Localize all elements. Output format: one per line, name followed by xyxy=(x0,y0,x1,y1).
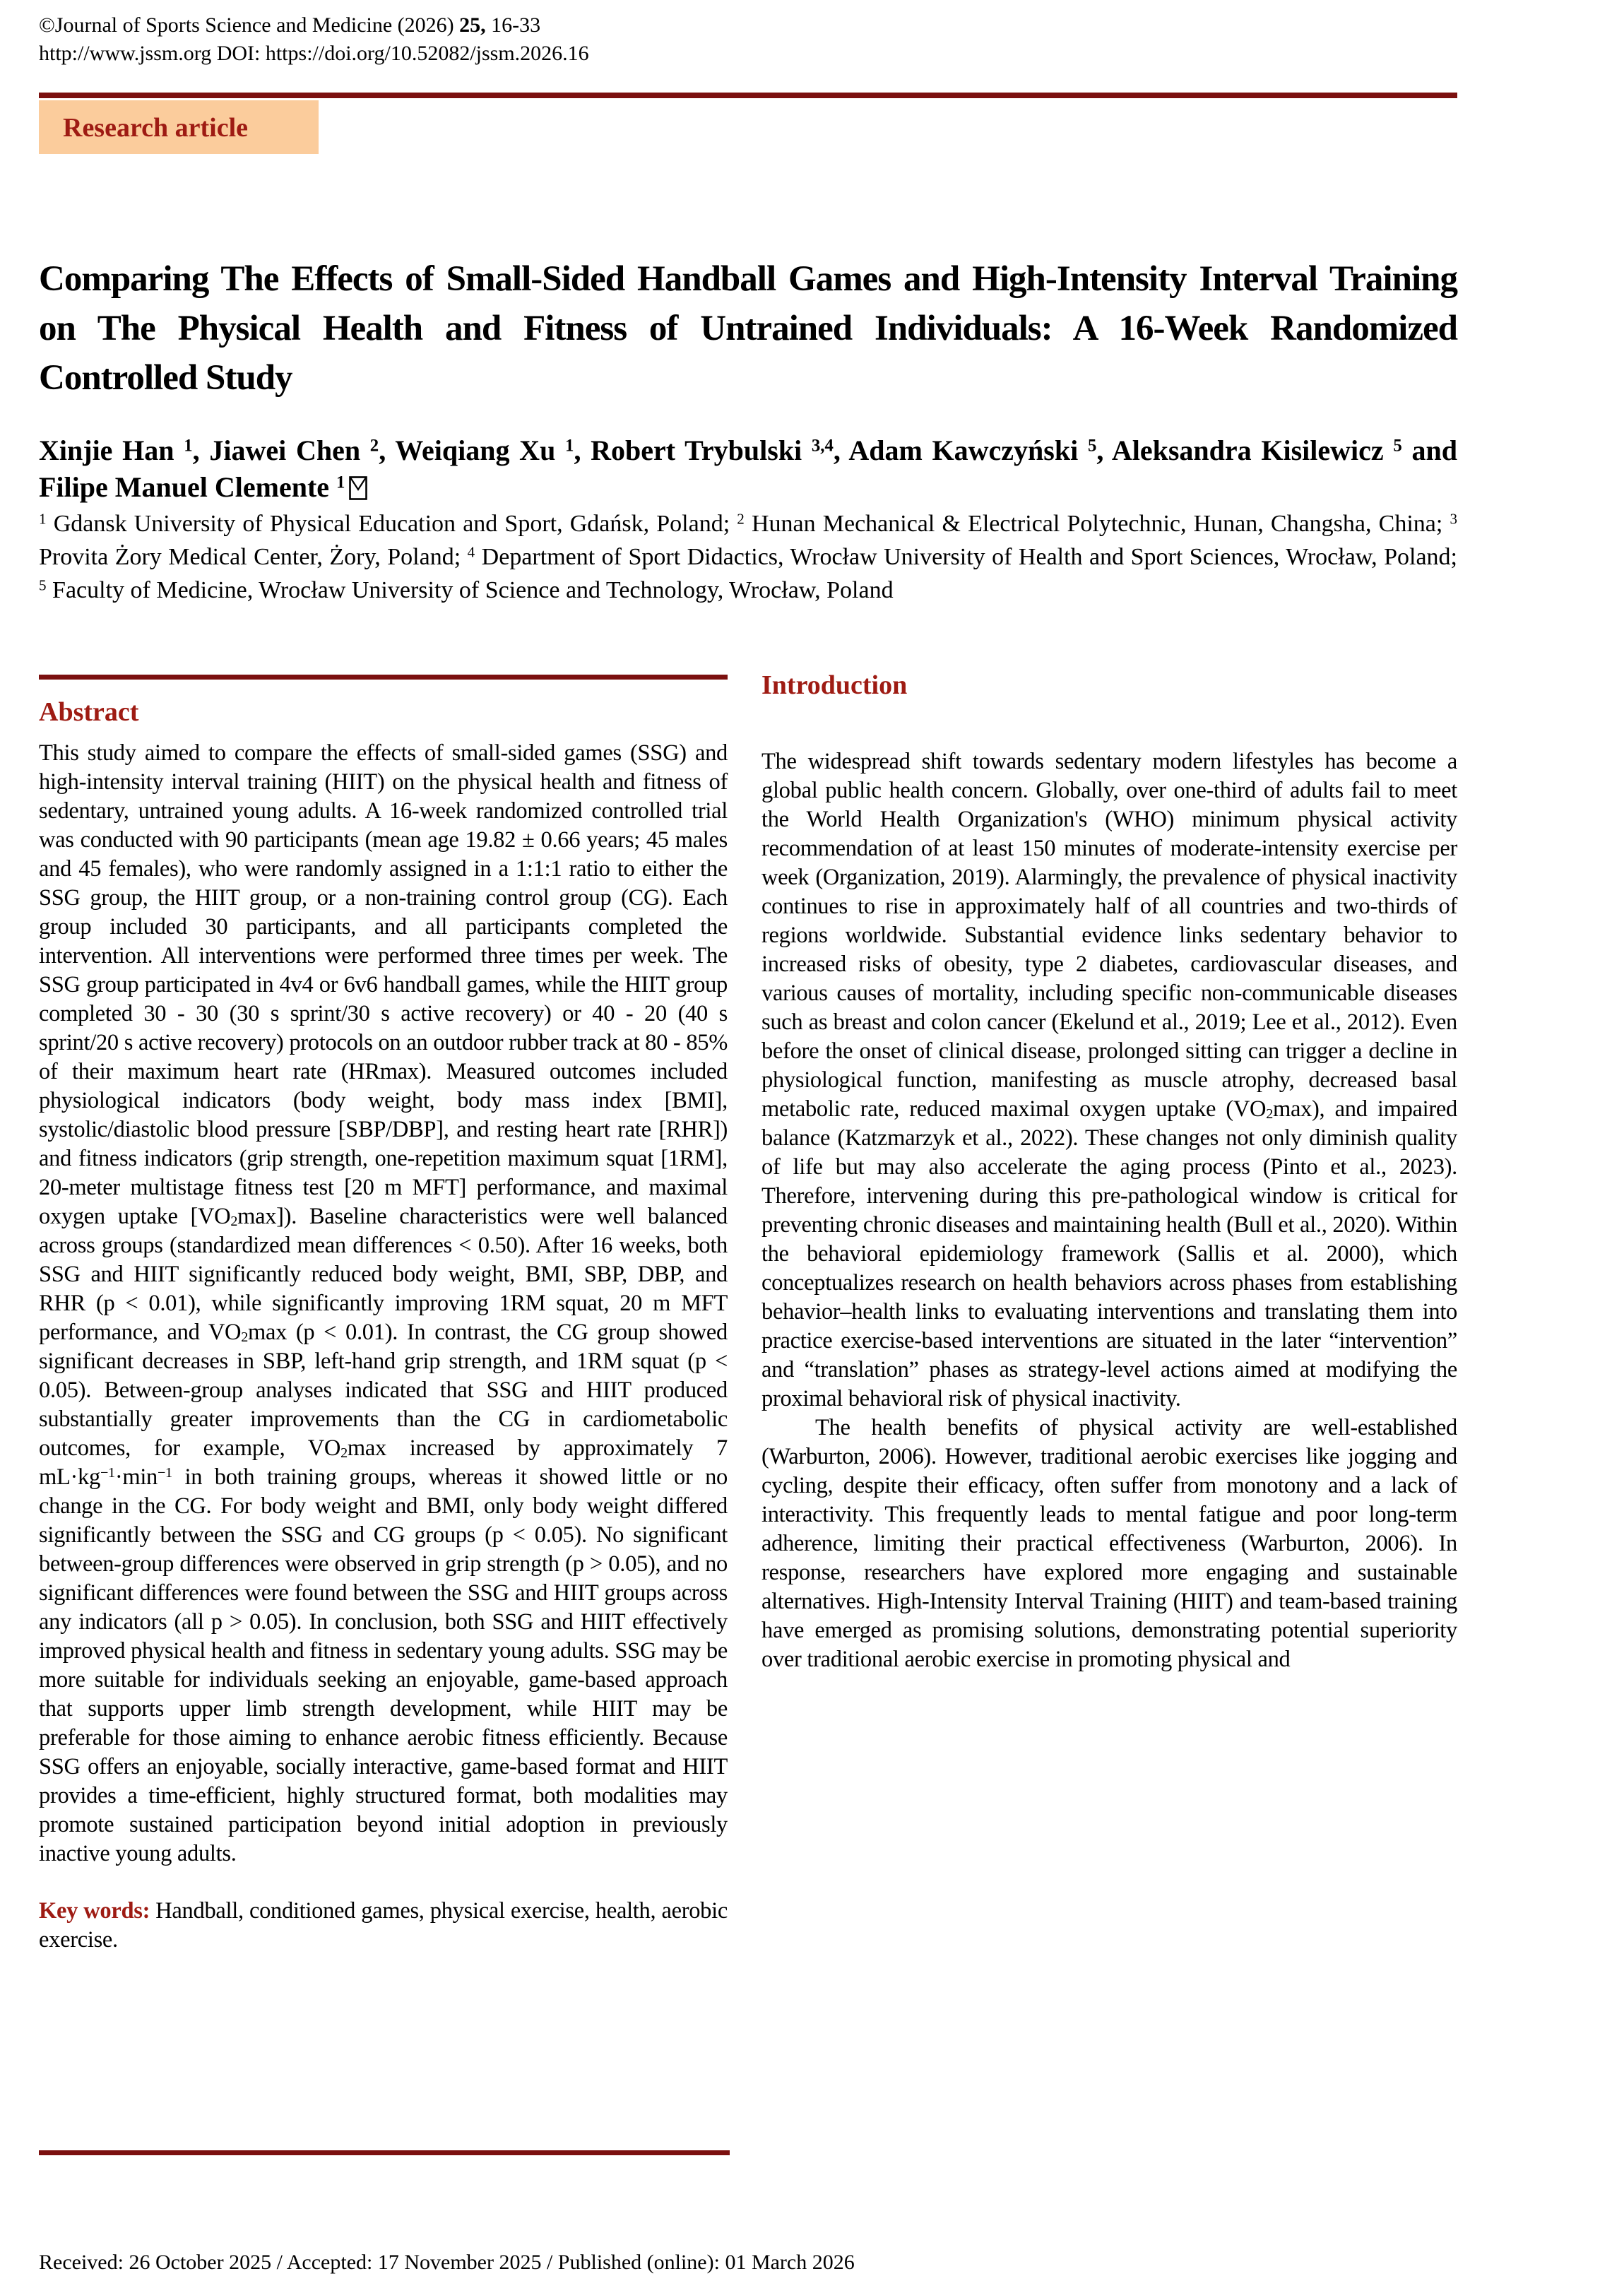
abstract-heading: Abstract xyxy=(39,697,139,727)
abstract-top-rule xyxy=(39,675,728,680)
corresponding-author-envelope-icon[interactable] xyxy=(349,473,367,509)
introduction-heading: Introduction xyxy=(761,670,908,700)
research-article-badge: Research article xyxy=(39,100,319,154)
received-dates-footer: Received: 26 October 2025 / Accepted: 17 November 2025 / Published (online): 01 March 2026 xyxy=(39,2251,855,2274)
journal-doi-link[interactable]: http://www.jssm.org DOI: https://doi.org/10.52082/jssm.2026.16 xyxy=(39,42,589,65)
introduction-column xyxy=(761,670,1457,1674)
authors-text: Xinjie Han $^1$, Jiawei Chen $^2$, Weiqiang Xu $^1$, Robert Trybulski $^{3,4}$, Adam Kawczyński $^5$, Aleksandra Kisilewicz $^5$ and Filipe Manuel Clemente $^1$ xyxy=(39,434,1458,503)
abstract-column xyxy=(39,675,728,1955)
keywords-line xyxy=(39,1897,728,1955)
introduction-paragraph-2: The health benefits of physical activity are well-established (Warburton, 2006). However, traditional aerobic exercises like jogging and cycling, despite their efficacy, often suffer from monotony and a lack of interactivity. This frequently leads to mental fatigue and poor long-term adherence, limiting their practical effectiveness (Warburton, 2006). In response, researchers have explored more engaging and sustainable alternatives. High-Intensity Interval Training (HIIT) and team-based training have emerged as promising solutions, demonstrating potential superiority over traditional aerobic exercise in promoting physical and xyxy=(761,1415,1457,1672)
keywords-text: Handball, conditioned games, physical exercise, health, aerobic exercise. xyxy=(39,1898,728,1953)
affiliations: $^1$ Gdansk University of Physical Education and Sport, Gdańsk, Poland; $^2$ Hunan Mechanical & Electrical Polytechnic, Hunan, Changsha, China; $^3$ Provita Żory Medical Center, Żory, Poland; $^4$ Department of Sport Didactics, Wrocław University of Health and Sport Sciences, Wrocław, Poland; $^5$ Faculty of Medicine, Wrocław University of Science and Technology, Wrocław, Poland xyxy=(39,510,1458,603)
authors-line xyxy=(39,432,1457,509)
abstract-body: This study aimed to compare the effects of small-sided games (SSG) and high-intensity interval training (HIIT) on the physical health and fitness of sedentary, untrained young adults. A 16-week randomized controlled trial was conducted with 90 participants (mean age 19.82 ± 0.66 years; 45 males and 45 females), who were randomly assigned in a 1:1:1 ratio to either the SSG group, the HIIT group, or a non-training control group (CG). Each group included 30 participants, and all participants completed the intervention. All interventions were performed three times per week. The SSG group participated in 4v4 or 6v6 handball games, while the HIIT group completed 30 - 30 (30 s sprint/30 s active recovery) or 40 - 20 (40 s sprint/20 s active recovery) protocols on an outdoor rubber track at 80 - 85% of their maximum heart rate (HRmax). Measured outcomes included physiological indicators (body weight, body mass index [BMI], systolic/diastolic blood pressure [SBP/DBP], and resting heart rate [RHR]) and fitness indicators (grip strength, one-repetition maximum squat [1RM], 20-meter multistage fitness test [20 m MFT] performance, and maximal oxygen uptake $[VO_2\max]$). Baseline characteristics were well balanced across groups (standardized mean differences < 0.50). After 16 weeks, both SSG and HIIT significantly reduced body weight, BMI, SBP, DBP, and RHR (p < 0.01), while significantly improving 1RM squat, 20 m MFT performance, and $VO_2\max$ (p < 0.01). In contrast, the CG group showed significant decreases in SBP, left-hand grip strength, and 1RM squat (p < 0.05). Between-group analyses indicated that SSG and HIIT produced substantially greater improvements than the CG in cardiometabolic outcomes, for example, $VO_2\max$ increased by approximately 7 $mL\cdot kg^{-1}\cdot\min^{-1}$ in both training groups, whereas it showed little or no change in the CG. For body weight and BMI, only body weight differed significantly between the SSG and CG groups (p < 0.05). No significant between-group differences were observed in grip strength (p > 0.05), and no significant differences were found between the SSG and HIIT groups across any indicators (all p > 0.05). In conclusion, both SSG and HIIT effectively improved physical health and fitness in sedentary young adults. SSG may be more suitable for individuals seeking an enjoyable, game-based approach that supports upper limb strength development, while HIIT may be preferable for those aiming to enhance aerobic fitness efficiently. Because SSG offers an enjoyable, socially interactive, game-based format and HIIT provides a time-efficient, highly structured format, both modalities may promote sustained participation beyond initial adoption in previously inactive young adults. xyxy=(39,740,728,1866)
journal-citation xyxy=(39,11,1457,40)
keywords-label: Key words: xyxy=(39,1898,150,1924)
journal-citation-text: ©Journal of Sports Science and Medicine (2026) xyxy=(39,13,454,37)
header-divider-rule xyxy=(39,93,1457,98)
introduction-paragraph-1: The widespread shift towards sedentary modern lifestyles has become a global public health concern. Globally, over one-third of adults fail to meet the World Health Organization's (WHO) minimum physical activity recommendation of at least 150 minutes of moderate-intensity exercise per week (Organization, 2019). Alarmingly, the prevalence of physical inactivity continues to rise in approximately half of all countries and two-thirds of regions worldwide. Substantial evidence links sedentary behavior to increased risks of obesity, type 2 diabetes, cardiovascular diseases, and various causes of mortality, including specific non-communicable diseases such as breast and colon cancer (Ekelund et al., 2019; Lee et al., 2012). Even before the onset of clinical disease, prolonged sitting can trigger a decline in physiological function, manifesting as muscle atrophy, decreased basal metabolic rate, reduced maximal oxygen uptake $(VO_2\max)$, and impaired balance (Katzmarzyk et al., 2022). These changes not only diminish quality of life but may also accelerate the aging process (Pinto et al., 2023). Therefore, intervening during this pre-pathological window is critical for preventing chronic diseases and maintaining health (Bull et al., 2020). Within the behavioral epidemiology framework (Sallis et al. 2000), which conceptualizes research on health behaviors across phases from establishing behavior–health links to evaluating interventions and translating them into practice exercise-based interventions are situated in the later “intervention” and “translation” phases as strategy-level actions aimed at modifying the proximal behavioral risk of physical inactivity. xyxy=(761,749,1457,1411)
journal-header xyxy=(39,11,1457,68)
journal-pages: 16-33 xyxy=(491,13,541,37)
abstract-bottom-rule xyxy=(39,2150,730,2155)
journal-volume: 25, xyxy=(459,13,486,37)
paper-title: Comparing The Effects of Small-Sided Handball Games and High-Intensity Interval Training on The Physical Health and Fitness of Untrained Individuals: A 16-Week Randomized Controlled Study xyxy=(39,259,1457,398)
